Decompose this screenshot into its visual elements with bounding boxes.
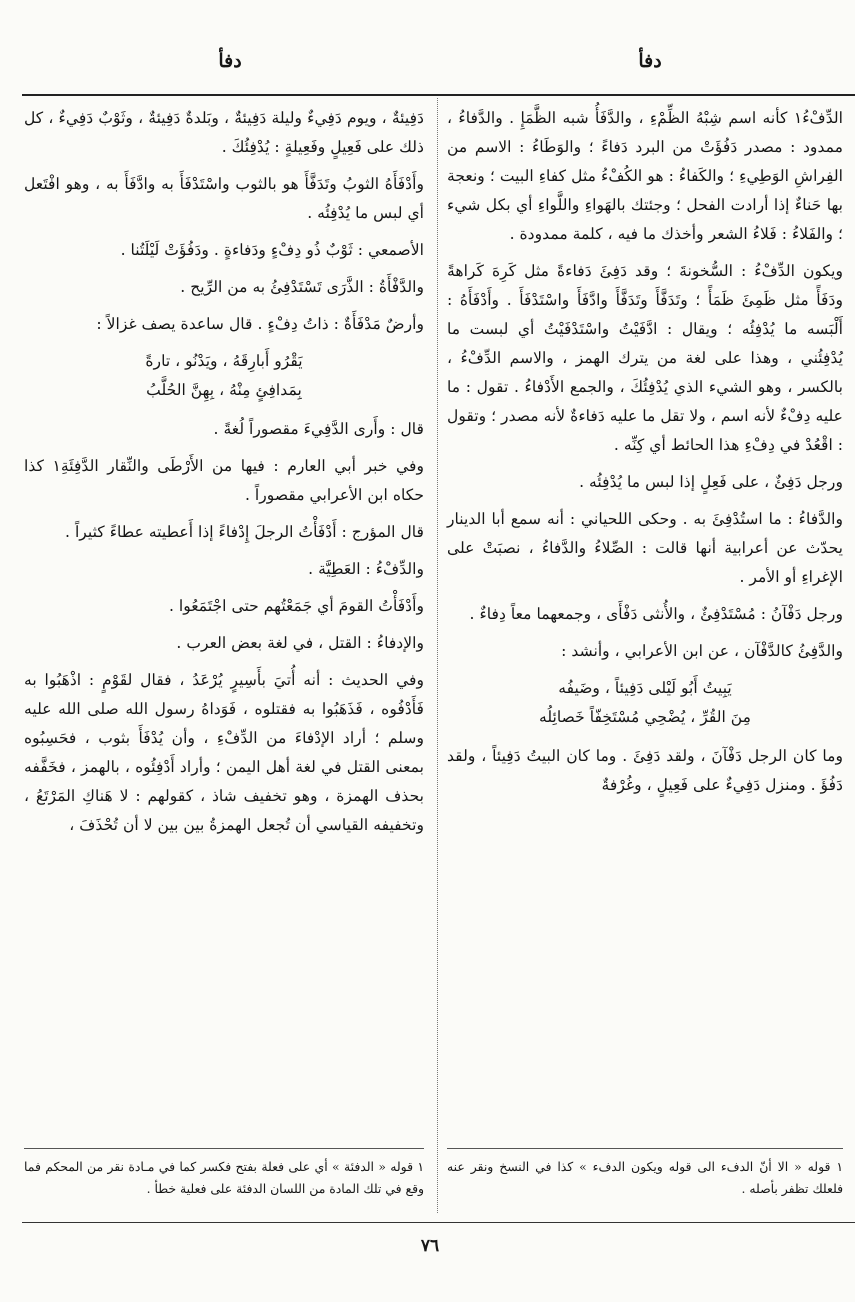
- footnote-right: ١ قوله « الا أنّ الدفء الى قوله ويكون الدفء » كذا في النسخ ونقر عنه فلعلك تظفر بأصله .: [447, 1159, 843, 1196]
- header-rule: [22, 94, 855, 96]
- column-divider: [437, 98, 438, 1213]
- entry-paragraph: وفي خبر أبي العارم : فيها من الأَرْطَى والنِّقار الدَّفِئَةِ١ كذا حكاه ابن الأعرابي مقصوراً .: [24, 457, 424, 504]
- poem-verse: [24, 347, 424, 405]
- entry-paragraph: وفي الحديث : أنه أُتيَ بأَسِيرٍ يُرْعَدُ ، فقال لقَوْمٍ : اذْهَبُوا به فَأَدْفُوه ، فَذَهَبُوا به فقتلوه ، فَوَداهُ رسول الله صلى الله عليه وسلم ؛ أراد الإدْفاءَ من الدِّفْءِ ، وأن يُدْفَأَ بثوب ، فحَسِبُوه بمعنى القتل في لغة أهل اليمن ؛ وأراد أَدْفِئُوه ، بالهمز ، فخَفَّفه بحذف الهمزة ، وهو تخفيف شاذ ، كقولهم : لا هَناكِ المَرْتَعُ ، وتخفيفه القياسي أن تُجعل الهمزةُ بين بين لا أن تُحْذَفَ ،: [24, 671, 424, 834]
- entry-paragraph: دَفِيئةٌ ، ويوم دَفِيءٌ وليلة دَفِيئةٌ ، وبَلدةٌ دَفِيئةٌ ، وثَوْبٌ دَفِيءٌ ، كل ذلك على فَعِيلٍ وفَعِيلةٍ : يُدْفِئُكَ .: [24, 109, 424, 156]
- entry-paragraph: الأصمعي : ثَوْبٌ ذُو دِفْءٍ ودَفاءةٍ . ودَفُؤَتْ لَيْلَتُنا .: [120, 241, 424, 259]
- entry-paragraph: وأَدْفَأْتُ القومَ أي جَمَعْتُهم حتى اجْتَمَعُوا .: [168, 597, 424, 615]
- footnote-rule-left: [24, 1148, 424, 1149]
- poem-line: بِمَدافِئٍ مِنْهُ ، بِهِنَّ الحُلَّبُ: [146, 381, 302, 399]
- entry-paragraph: والإدفاءُ : القتل ، في لغة بعض العرب .: [176, 634, 424, 652]
- entry-paragraph: الدِّفْءُ١ كأنه اسم شِبْهُ الظِّمْءِ ، والدَّفَأُ شبه الظَّمَإِ . والدَّفاءُ ، ممدود : مصدر دَفُؤَتْ من البرد دَفاءً ؛ والوَطَاءُ : الاسم من الفِراشِ الوَطِيءِ ؛ والكَفاءُ : هو الكُفْءُ مثل كفاءِ البيت ؛ ونعجة بها حَناءٌ إذا أرادت الفحل ؛ وجئتك بالهَواءِ واللَّواءِ أي بكل شيء ؛ والفَلاءُ : فَلاءُ الشعر وأخذك ما فيه ، كلمة ممدودة .: [447, 109, 843, 243]
- entry-paragraph: والدَّفْأَةُ : الذَّرَى تَسْتَدْفِئُ به من الرِّيح .: [180, 278, 424, 296]
- entry-paragraph: وما كان الرجل دَفْآنَ ، ولقد دَفِئَ . وما كان البيتُ دَفِيئاً ، ولقد دَفُؤَ . ومنزل دَفِيءٌ على فَعِيلٍ ، وغُرْفةٌ: [447, 747, 843, 794]
- poem-line: يَبِيتُ أَبُو لَيْلى دَفِيئاً ، وضَيفُه: [558, 679, 732, 697]
- entry-paragraph: والدِّفْءُ : العَطِيَّة .: [308, 560, 424, 578]
- footnote-left: ١ قوله « الدفئة » أي على فعلة بفتح فكسر كما في مـادة نقر من المحكم فما وقع في تلك المادة من اللسان الدفئة على فعلية خطأ .: [24, 1159, 424, 1196]
- poem-verse: [447, 674, 843, 732]
- entry-paragraph: والدَّفِئُ كالدَّفْآن ، عن ابن الأعرابي ، وأنشد :: [561, 642, 843, 660]
- page-number: ٧٦: [420, 1236, 440, 1256]
- footer-rule: [22, 1222, 855, 1223]
- entry-paragraph: ورجل دَفِئٌ ، على فَعِلٍ إذا لبس ما يُدْفِئُه .: [579, 473, 843, 491]
- header-left-word: دفأ: [218, 50, 242, 72]
- entry-paragraph: وأرضٌ مَدْفَأَةٌ : ذاتُ دِفْءٍ . قال ساعدة يصف غزالاً :: [96, 315, 424, 333]
- footnote-rule-right: [447, 1148, 843, 1149]
- left-column: [24, 104, 424, 848]
- entry-paragraph: ويكون الدِّفْءُ : السُّخونةَ ؛ وقد دَفِئَ دَفاءةً مثل كَرِهَ كَراهةً ودَفَأً مثل ظَمِئَ ظَمَأً ؛ وتَدَفَّأَ وتَدَفَّأَ وادَّفَأَ واسْتَدْفَأَ . وأَدْفَأَهُ : أَلْبَسه ما يُدْفِئُه ؛ ويقال : ادَّفَيْتُ واسْتَدْفَيْتُ أي لبست ما يُدْفِئُني ، وهذا على لغة من يترك الهمز ، والاسم الدِّفْءُ ، بالكسر ، وهو الشيء الذي يُدْفِئُكَ ، والجمع الأَدْفاءُ . تقول : ما عليه دِفْءٌ لأنه اسم ، ولا تقل ما عليه دَفاءةٌ لأنه مصدر ؛ وتقول : اقْعُدْ في دِفْءِ هذا الحائط أي كِنِّه .: [447, 262, 843, 454]
- entry-paragraph: وأَدْفَأَهُ الثوبُ وتَدَفَّأَ هو بالثوب واسْتَدْفَأَ به وادَّفَأَ به ، وهو افْتَعل أي لبس ما يُدْفِئُه .: [24, 175, 424, 222]
- poem-line: يَقْرُو أَبارِقَهُ ، ويَدْنُو ، تارةً: [145, 352, 303, 370]
- entry-paragraph: قال : وأَرى الدَّفِيءَ مقصوراً لُغةً .: [213, 420, 424, 438]
- right-column: [447, 104, 843, 808]
- entry-paragraph: والدَّفاءُ : ما استُدْفِئَ به . وحكى اللحياني : أنه سمع أبا الدينار يحدّث عن أعرابية أنها قالت : الصِّلاءُ والدَّفاءُ ، نصبَتْ على الإغراءِ أو الأمر .: [447, 510, 843, 586]
- header-right-word: دفأ: [638, 50, 662, 72]
- entry-paragraph: ورجل دَفْآنُ : مُسْتَدْفِئٌ ، والأُنثى دَفْأَى ، وجمعهما معاً دِفاءٌ .: [469, 605, 843, 623]
- entry-paragraph: قال المؤرج : أَدْفَأْتُ الرجلَ إِدْفاءً إذا أَعطيته عطاءً كثيراً .: [65, 523, 424, 541]
- poem-line: مِنَ القُرِّ ، يُضْحِي مُسْتَخِفّاً خَصائِلُه: [539, 708, 751, 726]
